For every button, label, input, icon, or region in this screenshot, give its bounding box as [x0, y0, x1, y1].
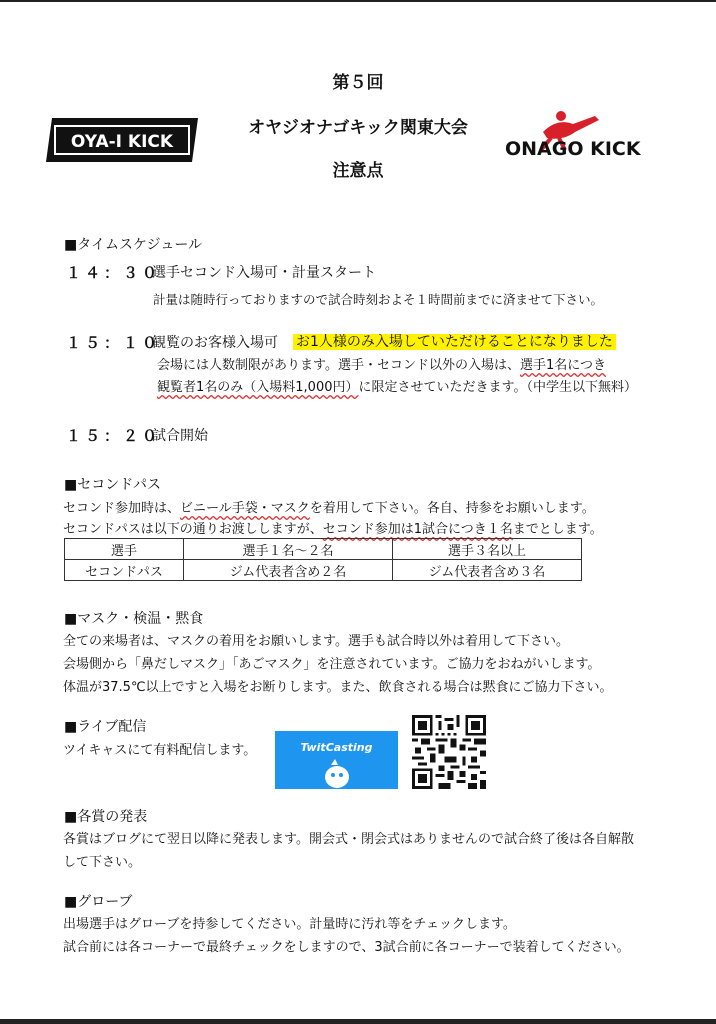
note-2a-text: 会場には人数制限があります。選手・セコンド以外の入場は、: [157, 358, 520, 373]
table-row: [65, 539, 582, 560]
live-heading: ■ライブ配信: [64, 719, 147, 735]
qr-code-icon[interactable]: [412, 715, 486, 789]
schedule-note-2a: [157, 354, 606, 373]
schedule-time-1: １４：３０: [66, 264, 162, 282]
oyaji-kick-logo-text: OYA-I KICK: [70, 132, 174, 152]
schedule-heading: ■タイムスケジュール: [64, 237, 203, 253]
top-border: [0, 0, 716, 2]
live-line-1: ツイキャスにて有料配信します。: [63, 743, 257, 758]
second-l2b: セコンド参加は1試合につき１名: [322, 522, 513, 537]
oyaji-kick-logo: [42, 116, 202, 164]
second-line-2: [63, 518, 603, 537]
mask-heading: ■マスク・検温・黙食: [64, 611, 204, 627]
schedule-note-1: 計量は随時行っておりますので試合時刻およそ１時間前までに済ませて下さい。: [153, 292, 604, 307]
award-line-2: して下さい。: [63, 855, 142, 870]
schedule-time-2: １５：１０: [66, 334, 162, 352]
second-pass-table: [64, 538, 582, 581]
table-cell: ジム代表者含め２名: [184, 560, 393, 581]
page-title: 注意点: [332, 161, 384, 181]
second-l1c: を着用して下さい。各自、持参をお願いします。: [309, 501, 595, 516]
onago-kick-logo-text: ONAGO KICK: [505, 138, 641, 160]
twitcasting-banner: [275, 731, 398, 789]
schedule-text-3: 試合開始: [152, 428, 208, 444]
glove-line-1: 出場選手はグローブを持参してください。計量時に汚れ等をチェックします。: [63, 917, 516, 932]
second-line-1: [63, 497, 595, 516]
table-row: [65, 560, 582, 581]
schedule-text-1: 選手セコンド入場可・計量スタート: [152, 265, 376, 281]
highlight-notice: [293, 331, 616, 351]
highlight-text: お1人様のみ入場していただけることになりました: [293, 334, 616, 350]
glove-heading: ■グローブ: [64, 894, 133, 910]
event-title: オヤジオナゴキック関東大会: [248, 118, 468, 138]
note-2b-underlined: 観覧者1名のみ（入場料1,000円）: [157, 380, 359, 395]
twitcasting-logo-text: TwitCasting: [300, 741, 373, 754]
schedule-note-2b: [157, 376, 637, 395]
note-2a-underlined: 選手1名につき: [519, 358, 606, 373]
mask-line-2: 会場側から「鼻だしマスク」「あごマスク」を注意されています。ご協力をおねがいします。: [63, 657, 601, 672]
award-line-1: 各賞はブログにて翌日以降に発表します。開会式・閉会式はありませんので試合終了後は各自解散: [63, 832, 634, 847]
note-2b-text: に限定させていただきます。（中学生以下無料）: [358, 380, 637, 395]
mask-line-1: 全ての来場者は、マスクの着用をお願いします。選手も試合時以外は着用して下さい。: [63, 634, 569, 649]
schedule-text-2: 観覧のお客様入場可: [152, 335, 278, 351]
second-l2c: までとします。: [512, 522, 603, 537]
second-l1a: セコンド参加時は、: [63, 501, 181, 516]
table-cell: 選手１名～２名: [184, 539, 393, 560]
twitcasting-mascot-icon: [321, 759, 353, 789]
table-cell: 選手: [65, 539, 184, 560]
award-heading: ■各賞の発表: [64, 809, 148, 825]
table-cell: セコンドパス: [65, 560, 184, 581]
second-l1b: ビニール手袋・マスク: [180, 501, 310, 516]
mask-line-3: 体温が37.5℃以上ですと入場をお断りします。また、飲食される場合は黙食にご協力下さい。: [63, 680, 613, 695]
onago-kick-logo: [503, 104, 663, 164]
table-cell: 選手３名以上: [393, 539, 582, 560]
second-pass-heading: ■セコンドパス: [64, 477, 161, 493]
glove-line-2: 試合前には各コーナーで最終チェックをしますので、3試合前に各コーナーで装着してください。: [63, 940, 630, 955]
event-number: 第５回: [332, 73, 384, 93]
second-l2a: セコンドパスは以下の通りお渡ししますが、: [63, 522, 323, 537]
bottom-border: [0, 1019, 716, 1024]
schedule-time-3: １５：２０: [66, 427, 162, 445]
table-cell: ジム代表者含め３名: [393, 560, 582, 581]
